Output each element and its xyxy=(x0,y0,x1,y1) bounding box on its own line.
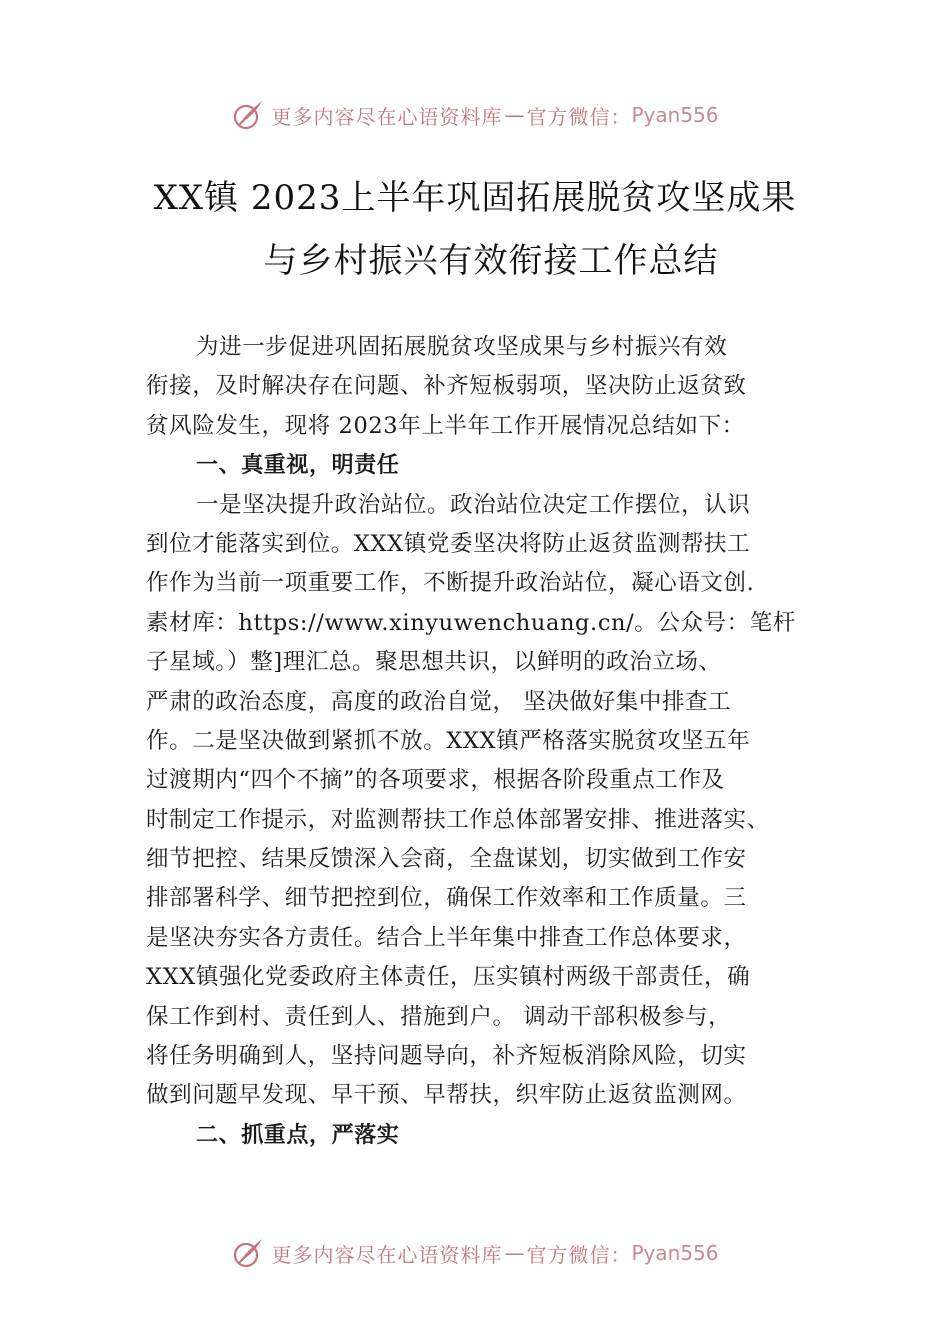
banner-separator: — xyxy=(504,103,525,127)
body-line: 保工作到村、责任到人、措施到户。 调动干部积极参与， xyxy=(146,1003,732,1030)
section-heading-1: 一、真重视，明责任 xyxy=(196,453,400,479)
banner-separator: — xyxy=(504,1241,525,1265)
footer-banner xyxy=(0,1233,950,1273)
body-line: 是坚决夯实各方责任。结合上半年集中排查工作总体要求， xyxy=(146,924,747,951)
banner-text: 更多内容尽在心语资料库 xyxy=(271,1242,503,1267)
body-line: 作作为当前一项重要工作，不断提升政治站位，凝心语文创. xyxy=(146,570,755,597)
body-line: 贫风险发生，现将 2023年上半年工作开展情况总结如下： xyxy=(146,412,745,439)
quill-logo-icon xyxy=(231,98,265,132)
banner-handle: Pyan556 xyxy=(631,103,719,127)
body-line: XXX镇强化党委政府主体责任，压实镇村两级干部责任，确 xyxy=(146,964,751,991)
document-body xyxy=(146,328,806,1155)
document-title-line-1: XX镇 2023上半年巩固拓展脱贫攻坚成果 xyxy=(153,178,797,218)
body-line: 时制定工作提示，对监测帮扶工作总体部署安排、推进落实、 xyxy=(146,806,770,833)
body-line: 严肃的政治态度，高度的政治自觉， 坚决做好集中排查工 xyxy=(146,688,732,715)
banner-text: 更多内容尽在心语资料库 xyxy=(271,104,503,129)
body-line: 细节把控、结果反馈深入会商，全盘谋划，切实做到工作安 xyxy=(146,846,747,873)
body-line: 排部署科学、细节把控到位，确保工作效率和工作质量。三 xyxy=(146,885,747,912)
document-title-line-2: 与乡村振兴有效衔接工作总结 xyxy=(263,241,719,281)
body-line: 一是坚决提升政治站位。政治站位决定工作摆位，认识 xyxy=(196,491,751,518)
body-line: 做到问题早发现、早干预、早帮扶，织牢防止返贫监测网。 xyxy=(146,1082,747,1109)
body-line: 到位才能落实到位。XXX镇党委坚决将防止返贫监测帮扶工 xyxy=(146,530,751,557)
body-line: 素材库：https://www.xinyuwenchuang.cn/。公众号：笔杆 xyxy=(146,609,796,636)
body-line: 将任务明确到人，坚持问题导向，补齐短板消除风险，切实 xyxy=(146,1043,747,1070)
banner-label: 官方微信： xyxy=(526,1242,632,1267)
banner-handle: Pyan556 xyxy=(631,1241,719,1265)
banner-label: 官方微信： xyxy=(526,104,632,129)
header-banner xyxy=(0,95,950,135)
body-line: 作。二是坚决做到紧抓不放。XXX镇严格落实脱贫攻坚五年 xyxy=(146,727,751,754)
section-heading-2: 二、抓重点，严落实 xyxy=(196,1122,400,1148)
body-line: 子星域。）整]理汇总。聚思想共识，以鲜明的政治立场、 xyxy=(146,649,722,676)
body-line: 衔接，及时解决存在问题、补齐短板弱项，坚决防止返贫致 xyxy=(146,373,747,400)
quill-logo-icon xyxy=(231,1236,265,1270)
body-line: 过渡期内“四个不摘”的各项要求，根据各阶段重点工作及 xyxy=(146,767,725,794)
body-line: 为进一步促进巩固拓展脱贫攻坚成果与乡村振兴有效 xyxy=(196,334,728,360)
